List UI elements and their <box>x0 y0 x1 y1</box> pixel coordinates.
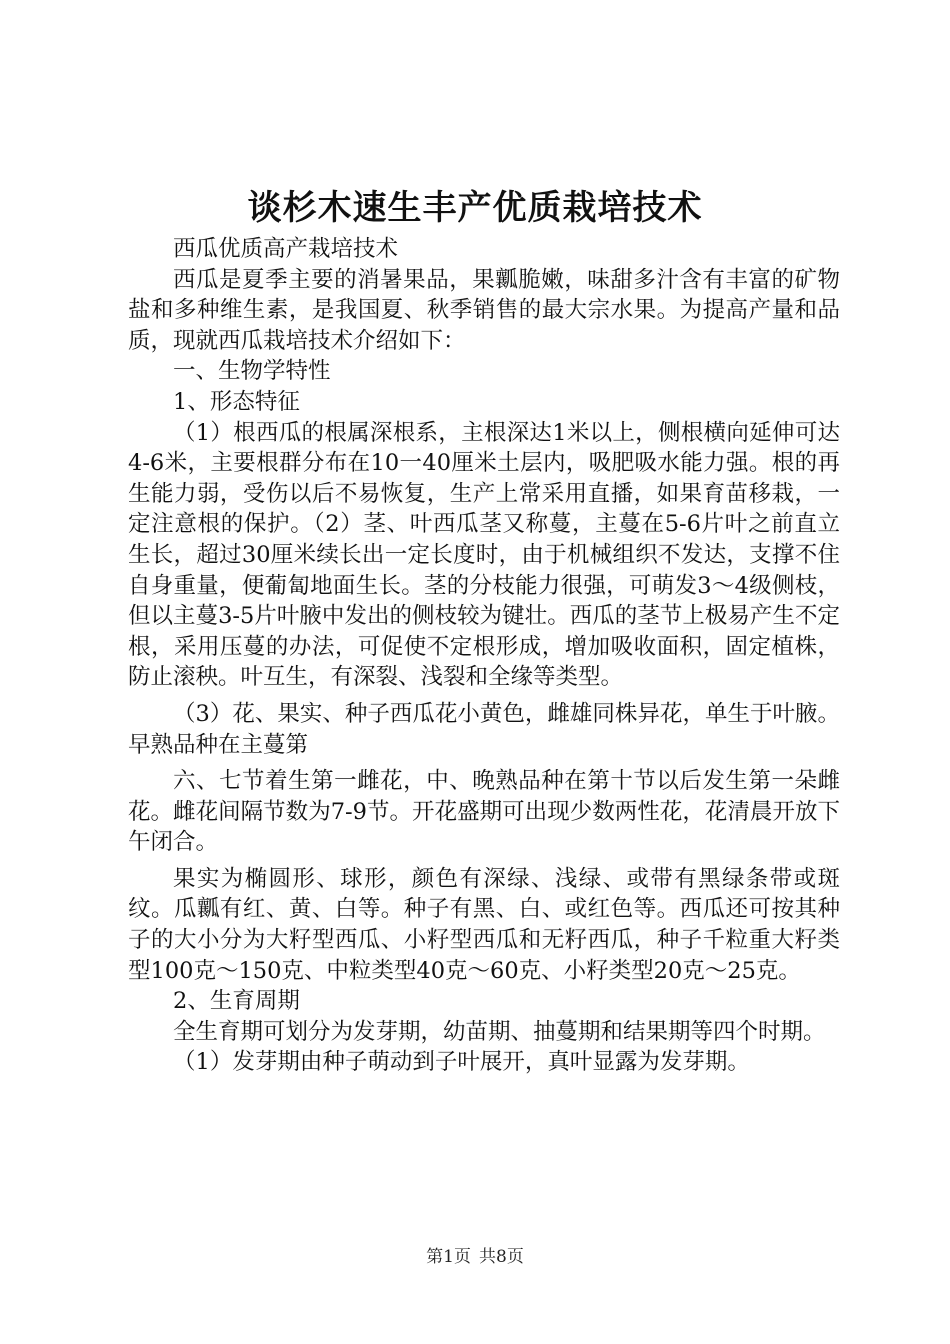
document-title: 谈杉木速生丰产优质栽培技术 <box>247 188 703 228</box>
heading-morphology: 1、形态特征 <box>173 388 300 415</box>
paragraph-fruit: 果实为椭圆形、球形，颜色有深绿、浅绿、或带有黑绿条带或斑纹。瓜瓤有红、黄、白等。种子有黑、白、或红色等。西瓜还可按其种子的大小分为大籽型西瓜、小籽型西瓜和无籽西瓜，种子千粒重大籽类型100克～150克、中粒类型40克～60克、小籽类型20克～25克。 <box>128 865 840 984</box>
document-body <box>128 234 840 1078</box>
heading-growth-cycle: 2、生育周期 <box>173 988 300 1015</box>
paragraph-female-flower: 六、七节着生第一雌花，中、晚熟品种在第十节以后发生第一朵雌花。雌花间隔节数为7-9节。开花盛期可出现少数两性花，花清晨开放下午闭合。 <box>128 768 840 856</box>
page-total: 共8页 <box>479 1247 524 1267</box>
paragraph-intro: 西瓜是夏季主要的消暑果品，果瓤脆嫩，味甜多汁含有丰富的矿物盐和多种维生素，是我国夏、秋季销售的最大宗水果。为提高产量和品质，现就西瓜栽培技术介绍如下： <box>128 266 840 354</box>
paragraph-growth-stages: 全生育期可划分为发芽期，幼苗期、抽蔓期和结果期等四个时期。 <box>173 1018 826 1045</box>
page-number: 第1页 <box>426 1247 471 1267</box>
heading-biology: 一、生物学特性 <box>173 358 331 385</box>
paragraph-subtitle: 西瓜优质高产栽培技术 <box>173 236 399 262</box>
page-footer <box>0 1245 950 1269</box>
paragraph-root-stem: （1）根西瓜的根属深根系，主根深达1米以上，侧根横向延伸可达4-6米，主要根群分布在10一40厘米土层内，吸肥吸水能力强。根的再生能力弱，受伤以后不易恢复，生产上常采用直播，如果育苗移栽，一定注意根的保护。（2）茎、叶西瓜茎又称蔓，主蔓在5-6片叶之前直立生长，超过30厘米续长出一定长度时，由于机械组织不发达，支撑不住自身重量，便葡匐地面生长。茎的分枝能力很强，可萌发3～4级侧枝，但以主蔓3-5片叶腋中发出的侧枝较为键壮。西瓜的茎节上极易产生不定根，采用压蔓的办法，可促使不定根形成，增加吸收面积，固定植株，防止滚秧。叶互生，有深裂、浅裂和全缘等类型。 <box>128 419 840 691</box>
paragraph-flower: （3）花、果实、种子西瓜花小黄色，雌雄同株异花，单生于叶腋。早熟品种在主蔓第 <box>128 700 840 758</box>
paragraph-germination: （1）发芽期由种子萌动到子叶展开，真叶显露为发芽期。 <box>173 1049 750 1076</box>
